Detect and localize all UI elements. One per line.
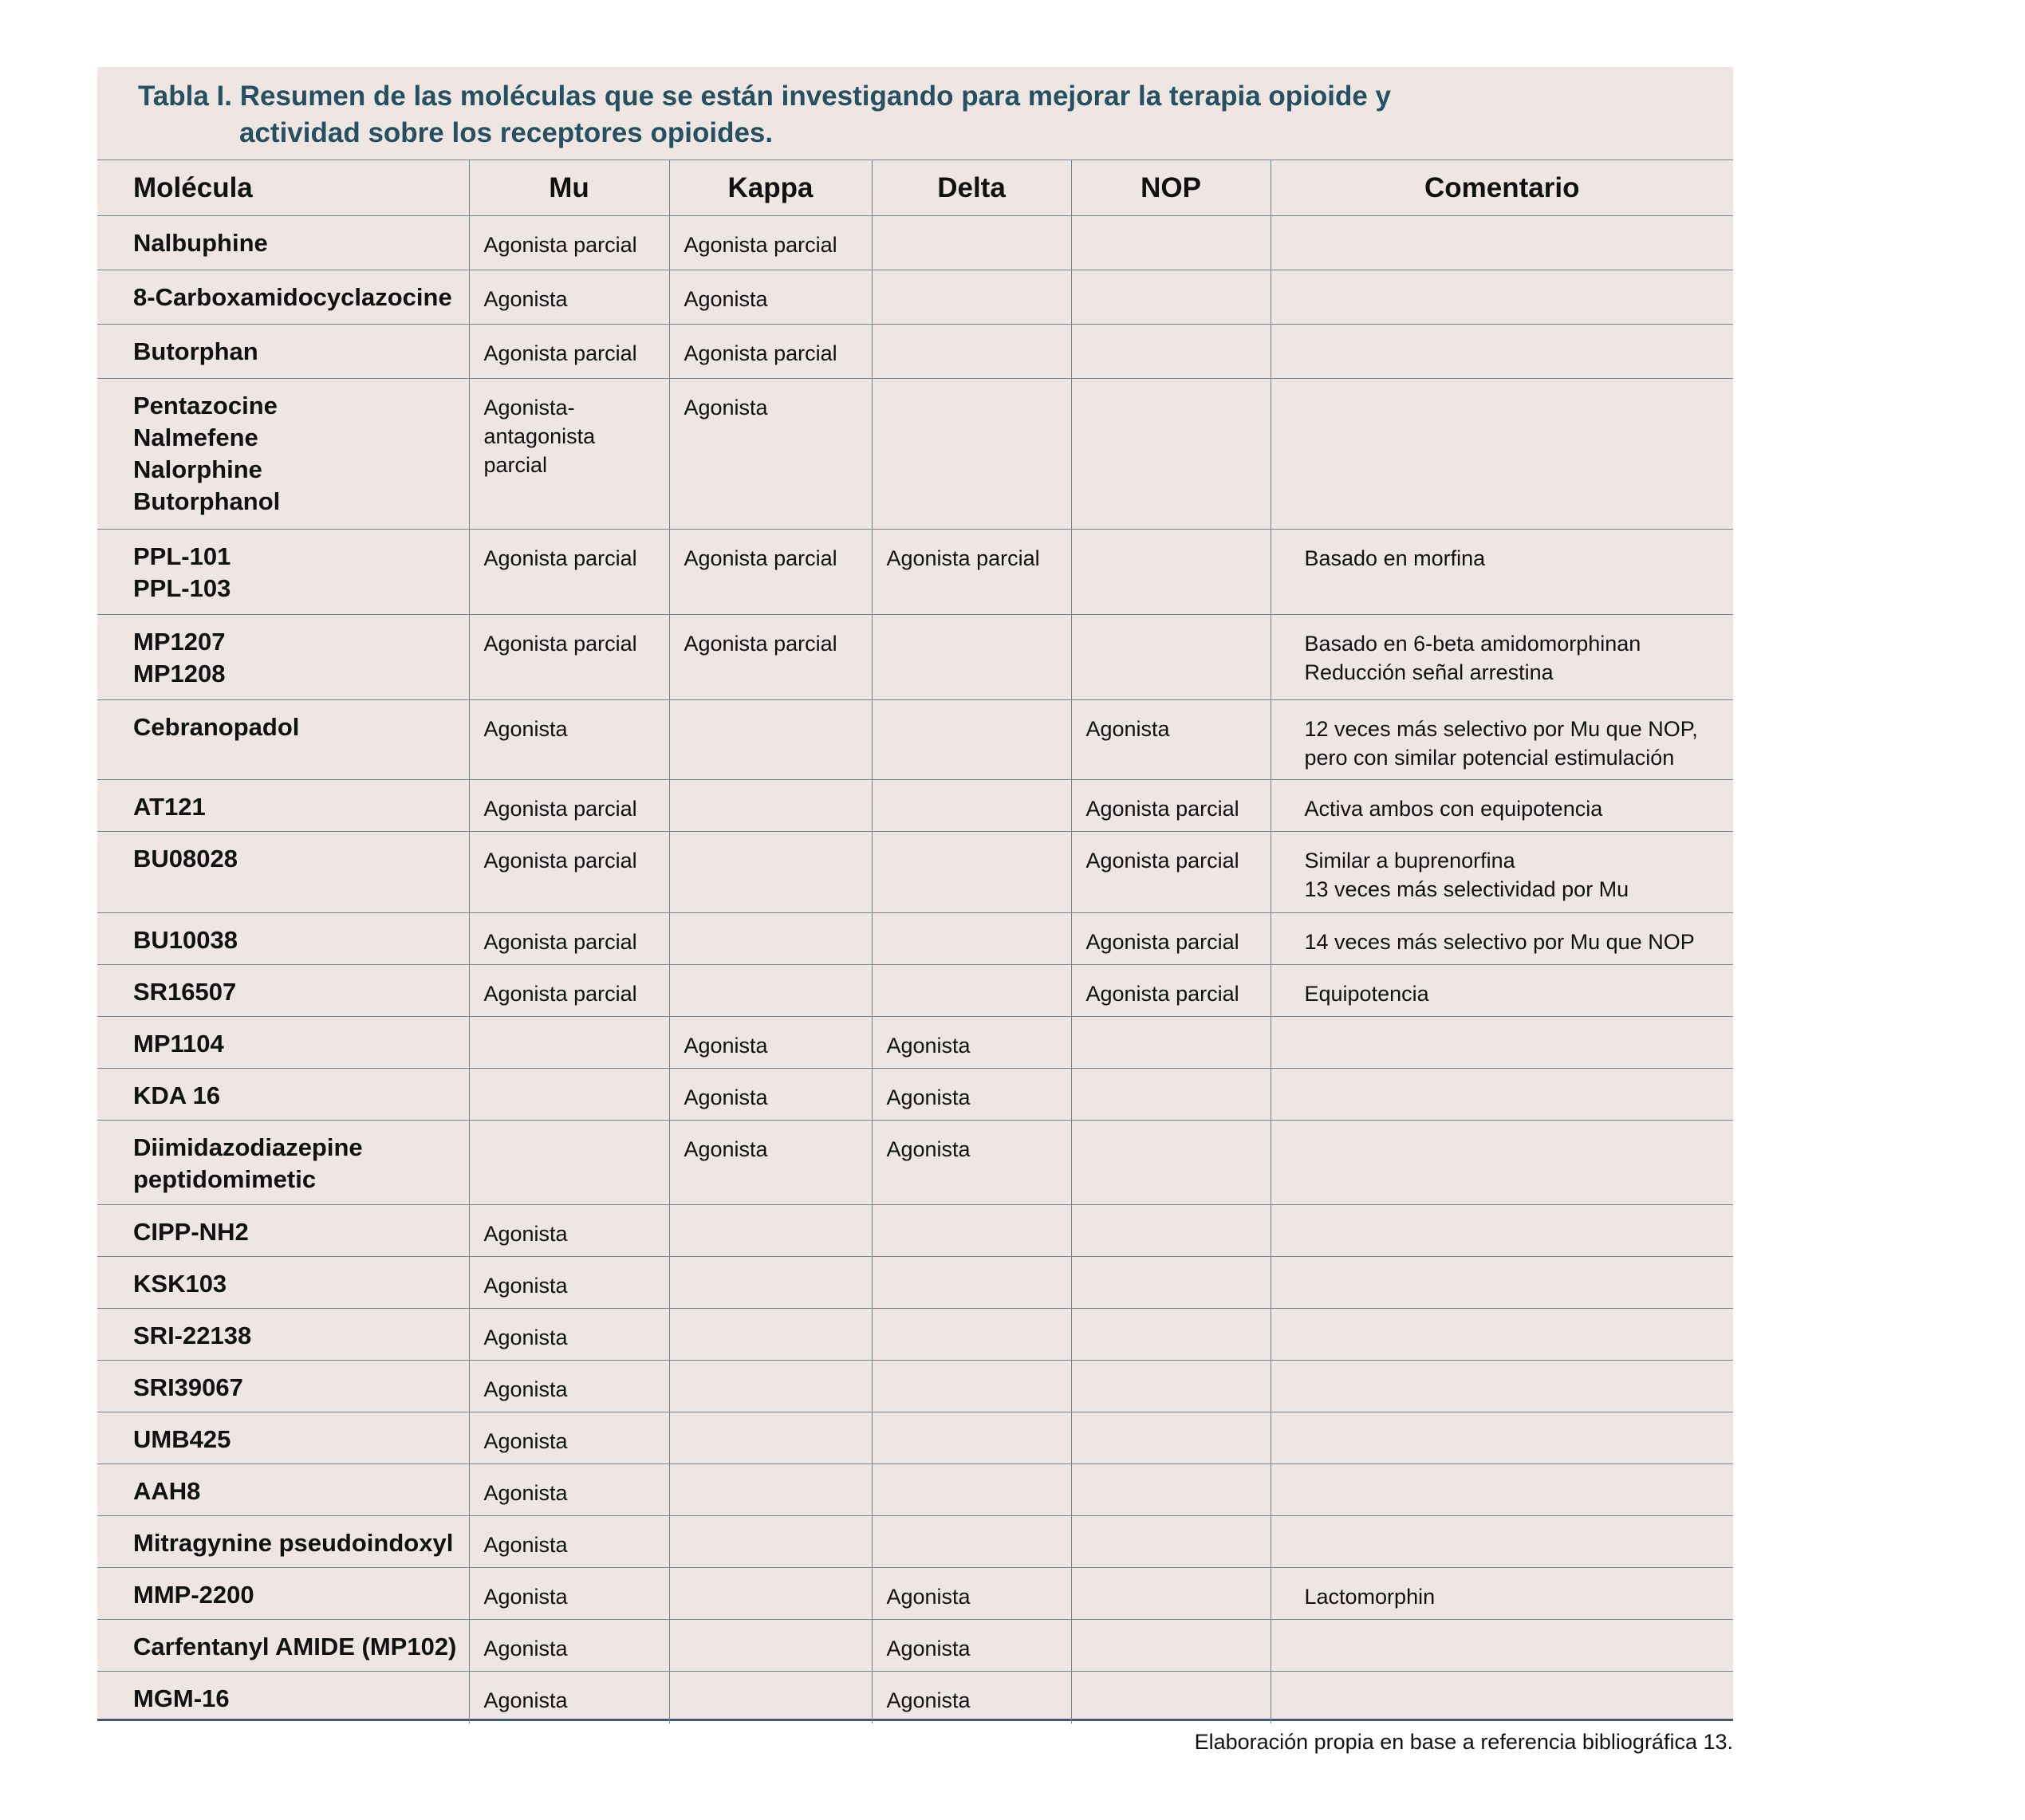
header-nop: NOP bbox=[1071, 160, 1271, 216]
molecule-cell: KDA 16 bbox=[97, 1069, 469, 1121]
nop-cell: Agonista parcial bbox=[1071, 965, 1271, 1017]
comment-cell: Similar a buprenorfina 13 veces más selectividad por Mu bbox=[1271, 832, 1733, 913]
kappa-cell bbox=[669, 1257, 872, 1309]
delta-cell bbox=[872, 965, 1071, 1017]
mu-cell: Agonista parcial bbox=[469, 832, 669, 913]
nop-cell bbox=[1071, 325, 1271, 379]
nop-cell bbox=[1071, 216, 1271, 270]
mu-cell: Agonista bbox=[469, 1412, 669, 1464]
table-row bbox=[97, 1361, 1733, 1412]
table-row bbox=[97, 1464, 1733, 1516]
header-row bbox=[97, 160, 1733, 216]
table-row bbox=[97, 700, 1733, 780]
molecule-table bbox=[97, 160, 1733, 1723]
kappa-cell bbox=[669, 1620, 872, 1672]
comment-cell bbox=[1271, 1516, 1733, 1568]
table-row bbox=[97, 325, 1733, 379]
comment-cell bbox=[1271, 1361, 1733, 1412]
delta-cell bbox=[872, 1412, 1071, 1464]
mu-cell: Agonista bbox=[469, 1516, 669, 1568]
nop-cell: Agonista parcial bbox=[1071, 832, 1271, 913]
molecule-cell: SR16507 bbox=[97, 965, 469, 1017]
comment-cell bbox=[1271, 1412, 1733, 1464]
header-comment: Comentario bbox=[1271, 160, 1733, 216]
delta-cell bbox=[872, 1257, 1071, 1309]
delta-cell bbox=[872, 1205, 1071, 1257]
kappa-cell: Agonista parcial bbox=[669, 216, 872, 270]
molecule-cell: BU08028 bbox=[97, 832, 469, 913]
kappa-cell bbox=[669, 1568, 872, 1620]
delta-cell bbox=[872, 1361, 1071, 1412]
comment-cell bbox=[1271, 270, 1733, 325]
table-row bbox=[97, 832, 1733, 913]
caption-line-1: Tabla I. Resumen de las moléculas que se están investigando para mejorar la terapia opioide y bbox=[138, 81, 1392, 112]
molecule-cell: BU10038 bbox=[97, 913, 469, 965]
table-body bbox=[97, 216, 1733, 1723]
mu-cell: Agonista bbox=[469, 1309, 669, 1361]
kappa-cell bbox=[669, 1412, 872, 1464]
mu-cell: Agonista bbox=[469, 1257, 669, 1309]
comment-cell bbox=[1271, 1069, 1733, 1121]
mu-cell: Agonista parcial bbox=[469, 615, 669, 700]
kappa-cell bbox=[669, 1361, 872, 1412]
molecule-cell: SRI39067 bbox=[97, 1361, 469, 1412]
mu-cell bbox=[469, 1069, 669, 1121]
kappa-cell bbox=[669, 780, 872, 832]
table-row bbox=[97, 216, 1733, 270]
table-row bbox=[97, 1017, 1733, 1069]
mu-cell: Agonista parcial bbox=[469, 216, 669, 270]
delta-cell bbox=[872, 700, 1071, 780]
delta-cell bbox=[872, 379, 1071, 530]
kappa-cell bbox=[669, 913, 872, 965]
nop-cell bbox=[1071, 530, 1271, 615]
kappa-cell bbox=[669, 1672, 872, 1723]
nop-cell bbox=[1071, 1412, 1271, 1464]
comment-cell bbox=[1271, 1257, 1733, 1309]
delta-cell bbox=[872, 1309, 1071, 1361]
comment-cell: 12 veces más selectivo por Mu que NOP, pero con similar potencial estimulación bbox=[1271, 700, 1733, 780]
header-mu: Mu bbox=[469, 160, 669, 216]
nop-cell bbox=[1071, 1516, 1271, 1568]
delta-cell: Agonista bbox=[872, 1121, 1071, 1205]
delta-cell: Agonista bbox=[872, 1069, 1071, 1121]
table-row bbox=[97, 1257, 1733, 1309]
molecule-cell: KSK103 bbox=[97, 1257, 469, 1309]
delta-cell bbox=[872, 780, 1071, 832]
caption-line-2: actividad sobre los receptores opioides. bbox=[239, 117, 774, 148]
molecule-cell: MP1207 MP1208 bbox=[97, 615, 469, 700]
delta-cell bbox=[872, 270, 1071, 325]
nop-cell: Agonista parcial bbox=[1071, 913, 1271, 965]
comment-cell: Basado en morfina bbox=[1271, 530, 1733, 615]
nop-cell bbox=[1071, 1620, 1271, 1672]
mu-cell: Agonista parcial bbox=[469, 325, 669, 379]
delta-cell bbox=[872, 1464, 1071, 1516]
kappa-cell: Agonista parcial bbox=[669, 615, 872, 700]
molecule-cell: Cebranopadol bbox=[97, 700, 469, 780]
header-delta: Delta bbox=[872, 160, 1071, 216]
comment-cell bbox=[1271, 379, 1733, 530]
kappa-cell bbox=[669, 832, 872, 913]
molecule-cell: AT121 bbox=[97, 780, 469, 832]
mu-cell: Agonista bbox=[469, 1568, 669, 1620]
mu-cell: Agonista bbox=[469, 1361, 669, 1412]
comment-cell: Equipotencia bbox=[1271, 965, 1733, 1017]
mu-cell: Agonista- antagonista parcial bbox=[469, 379, 669, 530]
nop-cell: Agonista bbox=[1071, 700, 1271, 780]
mu-cell: Agonista parcial bbox=[469, 913, 669, 965]
molecule-cell: MMP-2200 bbox=[97, 1568, 469, 1620]
nop-cell bbox=[1071, 1361, 1271, 1412]
table-row bbox=[97, 1069, 1733, 1121]
molecule-cell: Pentazocine Nalmefene Nalorphine Butorphanol bbox=[97, 379, 469, 530]
mu-cell: Agonista bbox=[469, 1672, 669, 1723]
mu-cell: Agonista parcial bbox=[469, 965, 669, 1017]
delta-cell bbox=[872, 325, 1071, 379]
table-row bbox=[97, 1309, 1733, 1361]
nop-cell bbox=[1071, 1121, 1271, 1205]
delta-cell bbox=[872, 615, 1071, 700]
header-molecule: Molécula bbox=[97, 160, 469, 216]
comment-cell bbox=[1271, 1672, 1733, 1723]
nop-cell bbox=[1071, 1464, 1271, 1516]
kappa-cell: Agonista parcial bbox=[669, 325, 872, 379]
nop-cell bbox=[1071, 1017, 1271, 1069]
kappa-cell: Agonista bbox=[669, 1017, 872, 1069]
table-row bbox=[97, 1568, 1733, 1620]
kappa-cell: Agonista parcial bbox=[669, 530, 872, 615]
table-row bbox=[97, 1516, 1733, 1568]
table-row bbox=[97, 913, 1733, 965]
table-row bbox=[97, 780, 1733, 832]
nop-cell bbox=[1071, 1069, 1271, 1121]
header-kappa: Kappa bbox=[669, 160, 872, 216]
kappa-cell: Agonista bbox=[669, 1069, 872, 1121]
mu-cell: Agonista bbox=[469, 270, 669, 325]
molecule-cell: MGM-16 bbox=[97, 1672, 469, 1723]
comment-cell bbox=[1271, 1017, 1733, 1069]
mu-cell bbox=[469, 1017, 669, 1069]
molecule-cell: Nalbuphine bbox=[97, 216, 469, 270]
kappa-cell bbox=[669, 1464, 872, 1516]
nop-cell bbox=[1071, 1205, 1271, 1257]
comment-cell: Lactomorphin bbox=[1271, 1568, 1733, 1620]
nop-cell bbox=[1071, 1309, 1271, 1361]
kappa-cell: Agonista bbox=[669, 1121, 872, 1205]
kappa-cell bbox=[669, 1205, 872, 1257]
table-row bbox=[97, 270, 1733, 325]
comment-cell bbox=[1271, 216, 1733, 270]
kappa-cell bbox=[669, 965, 872, 1017]
delta-cell: Agonista bbox=[872, 1017, 1071, 1069]
molecule-cell: CIPP-NH2 bbox=[97, 1205, 469, 1257]
kappa-cell: Agonista bbox=[669, 379, 872, 530]
table-row bbox=[97, 379, 1733, 530]
nop-cell bbox=[1071, 379, 1271, 530]
table-caption bbox=[138, 78, 1653, 152]
nop-cell bbox=[1071, 1672, 1271, 1723]
molecule-cell: Carfentanyl AMIDE (MP102) bbox=[97, 1620, 469, 1672]
table-row bbox=[97, 1412, 1733, 1464]
delta-cell bbox=[872, 832, 1071, 913]
table-row bbox=[97, 965, 1733, 1017]
delta-cell: Agonista bbox=[872, 1568, 1071, 1620]
comment-cell: Basado en 6-beta amidomorphinan Reducción señal arrestina bbox=[1271, 615, 1733, 700]
delta-cell bbox=[872, 216, 1071, 270]
molecule-cell: MP1104 bbox=[97, 1017, 469, 1069]
comment-cell bbox=[1271, 325, 1733, 379]
table-row bbox=[97, 1672, 1733, 1723]
table-row bbox=[97, 615, 1733, 700]
molecule-cell: Butorphan bbox=[97, 325, 469, 379]
kappa-cell bbox=[669, 1516, 872, 1568]
nop-cell bbox=[1071, 1568, 1271, 1620]
kappa-cell bbox=[669, 1309, 872, 1361]
molecule-cell: Mitragynine pseudoindoxyl bbox=[97, 1516, 469, 1568]
nop-cell bbox=[1071, 270, 1271, 325]
delta-cell: Agonista bbox=[872, 1672, 1071, 1723]
mu-cell: Agonista bbox=[469, 700, 669, 780]
comment-cell: 14 veces más selectivo por Mu que NOP bbox=[1271, 913, 1733, 965]
mu-cell bbox=[469, 1121, 669, 1205]
mu-cell: Agonista parcial bbox=[469, 530, 669, 615]
table-row bbox=[97, 1121, 1733, 1205]
comment-cell bbox=[1271, 1620, 1733, 1672]
nop-cell: Agonista parcial bbox=[1071, 780, 1271, 832]
nop-cell bbox=[1071, 1257, 1271, 1309]
molecule-cell: Diimidazodiazepine peptidomimetic bbox=[97, 1121, 469, 1205]
comment-cell: Activa ambos con equipotencia bbox=[1271, 780, 1733, 832]
delta-cell bbox=[872, 913, 1071, 965]
table-row bbox=[97, 1205, 1733, 1257]
table-panel bbox=[97, 67, 1733, 1721]
comment-cell bbox=[1271, 1464, 1733, 1516]
nop-cell bbox=[1071, 615, 1271, 700]
source-footnote: Elaboración propia en base a referencia bibliográfica 13. bbox=[1194, 1730, 1733, 1754]
delta-cell bbox=[872, 1516, 1071, 1568]
table-row bbox=[97, 530, 1733, 615]
mu-cell: Agonista bbox=[469, 1464, 669, 1516]
kappa-cell bbox=[669, 700, 872, 780]
molecule-cell: UMB425 bbox=[97, 1412, 469, 1464]
molecule-cell: SRI-22138 bbox=[97, 1309, 469, 1361]
molecule-cell: AAH8 bbox=[97, 1464, 469, 1516]
mu-cell: Agonista parcial bbox=[469, 780, 669, 832]
delta-cell: Agonista bbox=[872, 1620, 1071, 1672]
comment-cell bbox=[1271, 1121, 1733, 1205]
mu-cell: Agonista bbox=[469, 1620, 669, 1672]
mu-cell: Agonista bbox=[469, 1205, 669, 1257]
molecule-cell: PPL-101 PPL-103 bbox=[97, 530, 469, 615]
comment-cell bbox=[1271, 1205, 1733, 1257]
molecule-cell: 8-Carboxamidocyclazocine bbox=[97, 270, 469, 325]
delta-cell: Agonista parcial bbox=[872, 530, 1071, 615]
comment-cell bbox=[1271, 1309, 1733, 1361]
kappa-cell: Agonista bbox=[669, 270, 872, 325]
table-row bbox=[97, 1620, 1733, 1672]
